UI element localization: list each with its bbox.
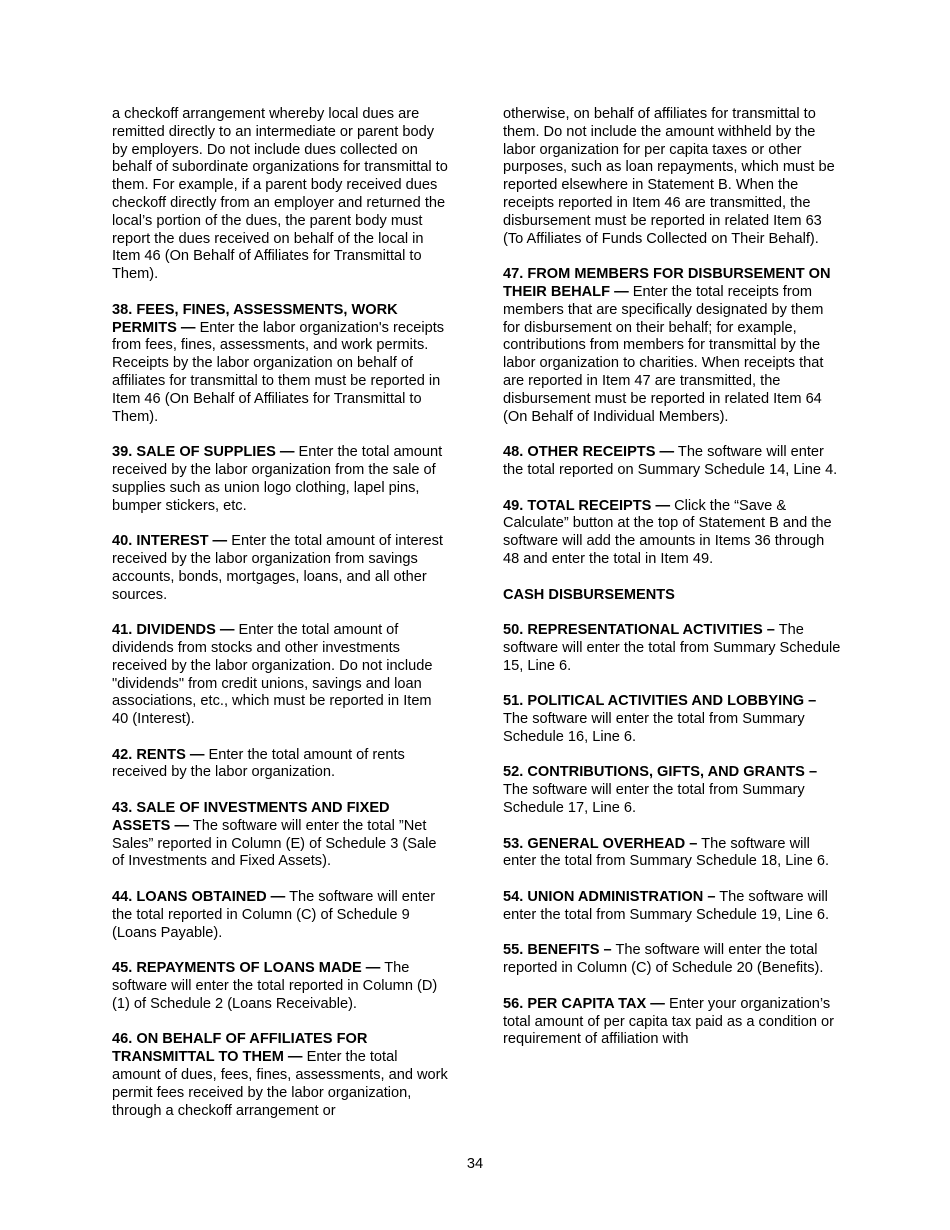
item-heading: 43. SALE OF INVESTMENTS AND FIXED ASSETS — bbox=[112, 800, 390, 834]
paragraph-item-38: 38. FEES, FINES, ASSESSMENTS, WORK PERMITS — Enter the labor organization's receipts from fees, fines, assessments, and work permits. Receipts by the labor organization on behalf of affiliates for transmittal to them must be reported in Item 46 (On Behalf of Affiliates for Transmittal to Them). bbox=[112, 301, 445, 425]
paragraph-item-47: 47. FROM MEMBERS FOR DISBURSEMENT ON THEIR BEHALF — Enter the total receipts from members that are specifically designated by them for disbursement on their behalf; for example, contributions from members for transmittal by the labor organization to charities. When receipts that are reported in Item 47 are transmitted, the disbursement must be reported in related Item 64 (On Behalf of Individual Members). bbox=[503, 266, 831, 425]
item-heading: 39. SALE OF SUPPLIES — bbox=[112, 444, 295, 461]
item-heading: 53. GENERAL OVERHEAD – bbox=[503, 835, 698, 852]
left-column bbox=[112, 106, 450, 1138]
paragraph-item-45: 45. REPAYMENTS OF LOANS MADE — The software will enter the total reported in Column (D)(1) of Schedule 2 (Loans Receivable). bbox=[112, 960, 438, 1012]
paragraph-item-44: 44. LOANS OBTAINED — The software will enter the total reported in Column (C) of Schedule 9 (Loans Payable). bbox=[112, 889, 436, 941]
item-heading: 52. CONTRIBUTIONS, GIFTS, AND GRANTS – bbox=[503, 764, 818, 781]
paragraph-item-54: 54. UNION ADMINISTRATION – The software will enter the total from Summary Schedule 19, Line 6. bbox=[503, 889, 830, 923]
item-heading: 48. OTHER RECEIPTS — bbox=[503, 444, 675, 461]
item-heading: 55. BENEFITS – bbox=[503, 942, 612, 959]
page-number: 34 bbox=[466, 1156, 484, 1172]
paragraph-item-42: 42. RENTS — Enter the total amount of rents received by the labor organization. bbox=[112, 746, 405, 781]
paragraph-item-55: 55. BENEFITS – The software will enter the total reported in Column (C) of Schedule 20 (Benefits). bbox=[503, 942, 824, 977]
paragraph-item-50: 50. REPRESENTATIONAL ACTIVITIES – The software will enter the total from Summary Schedule 15, Line 6. bbox=[503, 622, 841, 674]
paragraph-item-46: 46. ON BEHALF OF AFFILIATES FOR TRANSMITTAL TO THEM — Enter the total amount of dues, fees, fines, assessments, and work permit fees received by the labor organization, through a checkoff arrangement or bbox=[112, 1031, 448, 1119]
item-heading: 46. ON BEHALF OF AFFILIATES FOR TRANSMITTAL TO THEM — bbox=[112, 1031, 368, 1066]
section-heading-cash-disbursements: CASH DISBURSEMENTS bbox=[503, 586, 675, 603]
paragraph-item-48: 48. OTHER RECEIPTS — The software will enter the total reported on Summary Schedule 14, Line 4. bbox=[503, 444, 838, 478]
paragraph-item-56: 56. PER CAPITA TAX — Enter your organization’s total amount of per capita tax paid as a condition or requirement of affiliation with bbox=[503, 995, 834, 1048]
paragraph-item-51: 51. POLITICAL ACTIVITIES AND LOBBYING – The software will enter the total from Summary Schedule 16, Line 6. bbox=[503, 693, 817, 745]
item-heading: 50. REPRESENTATIONAL ACTIVITIES – bbox=[503, 622, 775, 639]
right-column bbox=[503, 106, 843, 1067]
paragraph-item-40: 40. INTEREST — Enter the total amount of interest received by the labor organization from savings accounts, bonds, mortgages, loans, and all other sources. bbox=[112, 533, 443, 603]
paragraph-continued-item-46: otherwise, on behalf of affiliates for transmittal to them. Do not include the amount withheld by the labor organization for per capita taxes or other purposes, such as loan repayments, which must be reported elsewhere in Statement B. When the receipts reported in Item 46 are transmitted, the disbursement must be reported in related Item 63 (To Affiliates of Funds Collected on Their Behalf). bbox=[503, 106, 835, 247]
paragraph-item-41: 41. DIVIDENDS — Enter the total amount of dividends from stocks and other investments received by the labor organization. Do not include "dividends" from credit unions, savings and loan associations, etc., which must be reported in Item 40 (Interest). bbox=[112, 622, 433, 728]
item-heading: 42. RENTS — bbox=[112, 746, 205, 763]
item-heading: 41. DIVIDENDS — bbox=[112, 622, 235, 639]
paragraph-item-49: 49. TOTAL RECEIPTS — Click the “Save & Calculate” button at the top of Statement B and the software will add the amounts in Items 36 through 48 and enter the total in Item 49. bbox=[503, 497, 832, 567]
item-heading: 45. REPAYMENTS OF LOANS MADE — bbox=[112, 960, 381, 977]
item-heading: 47. FROM MEMBERS FOR DISBURSEMENT ON THEIR BEHALF — bbox=[503, 266, 831, 300]
paragraph-item-53: 53. GENERAL OVERHEAD – The software will enter the total from Summary Schedule 18, Line 6. bbox=[503, 835, 830, 870]
paragraph-item-52: 52. CONTRIBUTIONS, GIFTS, AND GRANTS – The software will enter the total from Summary Schedule 17, Line 6. bbox=[503, 764, 818, 817]
item-heading: 38. FEES, FINES, ASSESSMENTS, WORK PERMITS — bbox=[112, 301, 398, 336]
item-heading: 51. POLITICAL ACTIVITIES AND LOBBYING – bbox=[503, 693, 817, 710]
paragraph-item-39: 39. SALE OF SUPPLIES — Enter the total amount received by the labor organization from the sale of supplies such as union logo clothing, lapel pins, bumper stickers, etc. bbox=[112, 444, 443, 514]
item-heading: 44. LOANS OBTAINED — bbox=[112, 889, 286, 906]
paragraph-continued-dues: a checkoff arrangement whereby local dues are remitted directly to an intermediate or parent body by employers. Do not include dues collected on behalf of subordinate organizations for transmittal to them. For example, if a parent body received dues checkoff directly from an employer and returned the local’s portion of the dues, the parent body must report the dues received on behalf of the local in Item 46 (On Behalf of Affiliates for Transmittal to Them). bbox=[112, 106, 448, 283]
item-heading: 49. TOTAL RECEIPTS — bbox=[503, 497, 671, 514]
paragraph-item-43: 43. SALE OF INVESTMENTS AND FIXED ASSETS — The software will enter the total ”Net Sales” reported in Column (E) of Schedule 3 (Sale of Investments and Fixed Assets). bbox=[112, 800, 437, 870]
item-heading: 40. INTEREST — bbox=[112, 533, 228, 550]
item-heading: 54. UNION ADMINISTRATION – bbox=[503, 889, 716, 906]
item-heading: 56. PER CAPITA TAX — bbox=[503, 995, 665, 1012]
